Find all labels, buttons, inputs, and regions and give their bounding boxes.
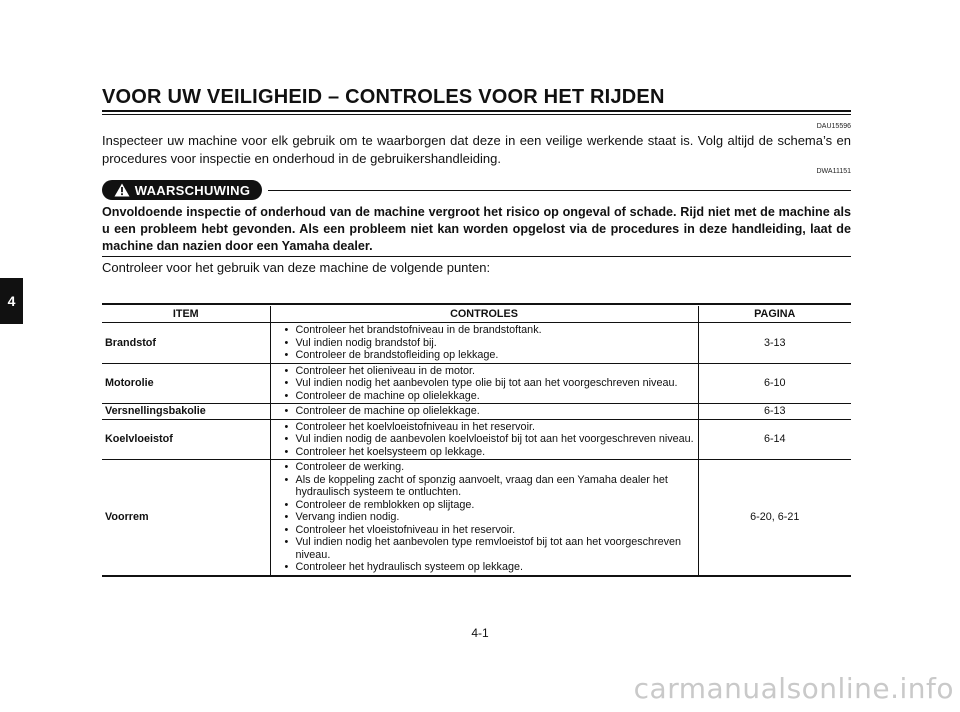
header-controls: CONTROLES bbox=[270, 306, 698, 323]
row-item: Motorolie bbox=[102, 363, 270, 404]
header-item: ITEM bbox=[102, 306, 270, 323]
control-step: • Controleer de remblokken op slijtage. bbox=[285, 499, 695, 512]
warning-text: Onvoldoende inspectie of onderhoud van de machine vergroot het risico op ongeval of schade. Rijd niet met de machine als u een probleem hebt gevonden. Als een probleem niet kan worden opgelost via de procedures in deze handleiding, laat de machine dan nazien door een Yamaha dealer. bbox=[102, 205, 851, 253]
control-step: • Als de koppeling zacht of sponzig aanvoelt, vraag dan een Yamaha dealer het hydraulisch systeem te ontluchten. bbox=[285, 474, 695, 499]
row-item: Voorrem bbox=[102, 460, 270, 576]
check-intro: Controleer voor het gebruik van deze machine de volgende punten: bbox=[102, 260, 491, 275]
row-item: Brandstof bbox=[102, 323, 270, 364]
warning-line bbox=[268, 190, 851, 191]
control-step: • Vul indien nodig de aanbevolen koelvloeistof bij tot aan het voorgeschreven niveau. bbox=[285, 433, 695, 446]
warning-triangle-icon bbox=[114, 183, 130, 197]
warning-header bbox=[102, 180, 851, 200]
table-row bbox=[102, 419, 851, 460]
control-step: • Controleer de brandstofleiding op lekkage. bbox=[285, 349, 695, 362]
section-code: DAU15596 bbox=[816, 123, 851, 130]
table-body bbox=[102, 323, 851, 576]
table-row bbox=[102, 363, 851, 404]
table-row bbox=[102, 323, 851, 364]
row-controls bbox=[270, 363, 698, 404]
control-step: • Vul indien nodig brandstof bij. bbox=[285, 337, 695, 350]
control-step: • Vul indien nodig het aanbevolen type olie bij tot aan het voorgeschreven niveau. bbox=[285, 377, 695, 390]
title-rule-thin bbox=[102, 114, 851, 115]
row-page: 6-20, 6-21 bbox=[698, 460, 851, 576]
warning-label: WAARSCHUWING bbox=[134, 182, 251, 198]
controls-list bbox=[274, 461, 695, 574]
controls-list bbox=[274, 421, 695, 459]
controls-list bbox=[274, 324, 695, 362]
header-page: PAGINA bbox=[698, 306, 851, 323]
control-step: • Controleer het brandstofniveau in de brandstoftank. bbox=[285, 324, 695, 337]
control-step: • Vervang indien nodig. bbox=[285, 511, 695, 524]
table-row bbox=[102, 460, 851, 576]
checks-table bbox=[102, 306, 851, 577]
row-controls bbox=[270, 460, 698, 576]
table-top-rule bbox=[102, 303, 851, 305]
row-controls bbox=[270, 323, 698, 364]
controls-list bbox=[274, 405, 695, 418]
control-step: • Controleer de machine op olielekkage. bbox=[285, 390, 695, 403]
row-page: 6-14 bbox=[698, 419, 851, 460]
warning-code: DWA11151 bbox=[816, 168, 851, 175]
title-rule bbox=[102, 110, 851, 112]
warning-end-rule bbox=[102, 256, 851, 257]
control-step: • Controleer het vloeistofniveau in het reservoir. bbox=[285, 524, 695, 537]
row-page: 3-13 bbox=[698, 323, 851, 364]
row-controls bbox=[270, 419, 698, 460]
page-number: 4-1 bbox=[471, 626, 489, 640]
intro-paragraph: Inspecteer uw machine voor elk gebruik om te waarborgen dat deze in een veilige werkende staat is. Volg altijd de schema’s en procedures voor inspectie en onderhoud in de gebruikershandleiding. bbox=[102, 133, 851, 166]
row-item: Koelvloeistof bbox=[102, 419, 270, 460]
control-step: • Controleer het hydraulisch systeem op lekkage. bbox=[285, 561, 695, 574]
row-controls bbox=[270, 404, 698, 420]
control-step: • Controleer het koelsysteem op lekkage. bbox=[285, 446, 695, 459]
controls-list bbox=[274, 365, 695, 403]
warning-badge bbox=[102, 180, 262, 200]
control-step: • Controleer het koelvloeistofniveau in het reservoir. bbox=[285, 421, 695, 434]
row-page: 6-13 bbox=[698, 404, 851, 420]
control-step: • Controleer de werking. bbox=[285, 461, 695, 474]
watermark: carmanualsonline.info bbox=[633, 672, 954, 705]
chapter-tab: 4 bbox=[0, 278, 23, 324]
control-step: • Vul indien nodig het aanbevolen type remvloeistof bij tot aan het voorgeschreven niveau. bbox=[285, 536, 695, 561]
row-item: Versnellingsbakolie bbox=[102, 404, 270, 420]
control-step: • Controleer de machine op olielekkage. bbox=[285, 405, 695, 418]
table-header-row bbox=[102, 306, 851, 323]
page-title: VOOR UW VEILIGHEID – CONTROLES VOOR HET RIJDEN bbox=[102, 86, 665, 108]
table-row bbox=[102, 404, 851, 420]
control-step: • Controleer het olieniveau in de motor. bbox=[285, 365, 695, 378]
row-page: 6-10 bbox=[698, 363, 851, 404]
